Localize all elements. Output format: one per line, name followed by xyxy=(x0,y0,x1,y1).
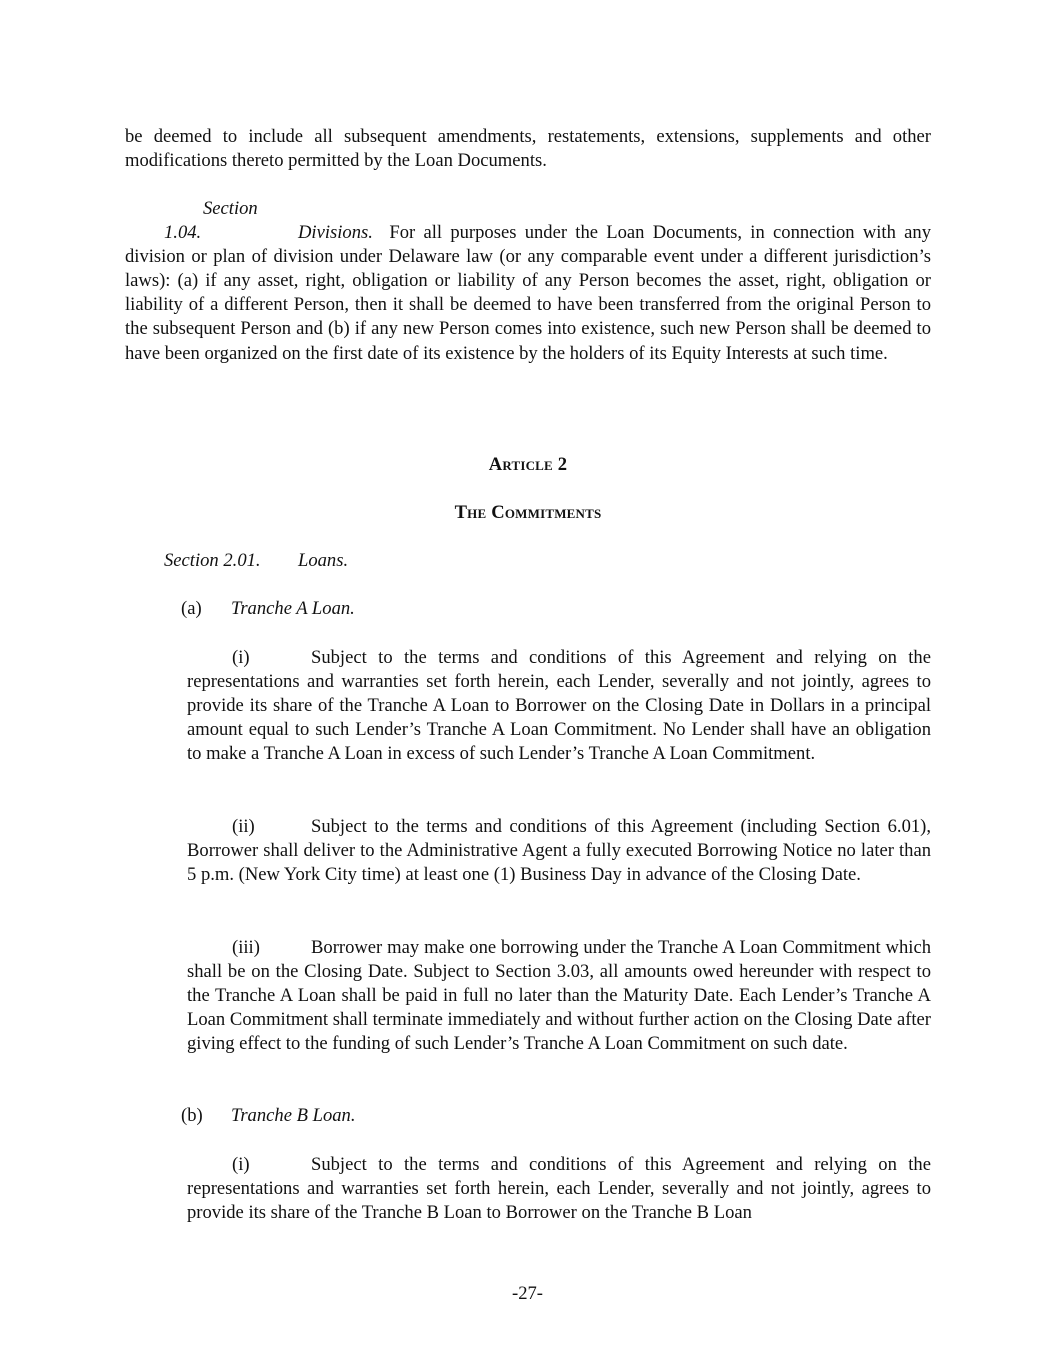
clause-a-item-i-text: Subject to the terms and conditions of this Agreement and relying on the representations and warranties set forth herein, each Lender, severally and not jointly, agrees to provide its share of the Tranche A Loan to Borrower on the Closing Date in Dollars in a principal amount equal to such Lender’s Tranche A Loan Commitment. No Lender shall have an obligation to make a Tranche A Loan in excess of such Lender’s Tranche A Loan Commitment. xyxy=(187,647,931,765)
article-label: Article 2 xyxy=(488,454,568,475)
section-2-01-heading xyxy=(164,549,348,573)
section-2-01-number: Section 2.01. xyxy=(164,550,261,571)
clause-a-item-i xyxy=(187,646,931,766)
clause-b-item-i-number: (i) xyxy=(232,1154,250,1175)
section-2-01-title: Loans. xyxy=(298,550,349,571)
section-1-04-paragraph xyxy=(125,197,931,366)
clause-a-item-iii-text: Borrower may make one borrowing under the Tranche A Loan Commitment which shall be on the Closing Date. Subject to Section 3.03, all amounts owed hereunder with respect to the Tranche A Loan shall be paid in full no later than the Maturity Date. Each Lender’s Tranche A Loan Commitment shall terminate immediately and without further action on the Closing Date after giving effect to the funding of such Lender’s Tranche A Loan Commitment on such date. xyxy=(187,937,931,1055)
clause-a-heading xyxy=(181,597,355,621)
clause-b-item-i-text: Subject to the terms and conditions of this Agreement and relying on the representations and warranties set forth herein, each Lender, severally and not jointly, agrees to provide its share of the Tranche B Loan to Borrower on the Tranche B Loan xyxy=(187,1154,931,1224)
clause-b-title: Tranche B Loan. xyxy=(231,1105,356,1126)
clause-b-item-i xyxy=(187,1153,931,1225)
clause-a-item-i-number: (i) xyxy=(232,647,250,668)
clause-a-label: (a) xyxy=(181,598,202,619)
page-number: -27- xyxy=(512,1283,543,1304)
section-1-04-text: For all purposes under the Loan Documents, in connection with any division or plan of division under Delaware law (or any comparable event under a different jurisdiction’s laws): (a) if any asset, right, obligation or liability of any Person becomes the asset, right, obligation or liability of a different Person, then it shall be deemed to have been transferred from the original Person to the subsequent Person and (b) if any new Person comes into existence, such new Person shall be deemed to have been organized on the first date of its existence by the holders of its Equity Interests at such time. xyxy=(125,222,931,364)
continuation-paragraph: be deemed to include all subsequent amendments, restatements, extensions, supplements and other modifications thereto permitted by the Loan Documents. xyxy=(125,126,931,172)
clause-a-item-ii-number: (ii) xyxy=(232,816,255,837)
clause-a-title: Tranche A Loan. xyxy=(231,598,355,619)
clause-a-item-iii xyxy=(187,936,931,1056)
section-1-04-title: Divisions. xyxy=(298,222,373,244)
section-1-04-number: Section 1.04. xyxy=(164,198,258,244)
clause-a-item-iii-number: (iii) xyxy=(232,937,260,958)
clause-b-heading xyxy=(181,1104,355,1128)
clause-a-item-ii-text: Subject to the terms and conditions of this Agreement (including Section 6.01), Borrower shall deliver to the Administrative Agent a fully executed Borrowing Notice no later than 5 p.m. (New York City time) at least one (1) Business Day in advance of the Closing Date. xyxy=(187,816,931,886)
article-title: The Commitments xyxy=(454,502,602,523)
clause-b-label: (b) xyxy=(181,1105,203,1126)
clause-a-item-ii xyxy=(187,815,931,887)
